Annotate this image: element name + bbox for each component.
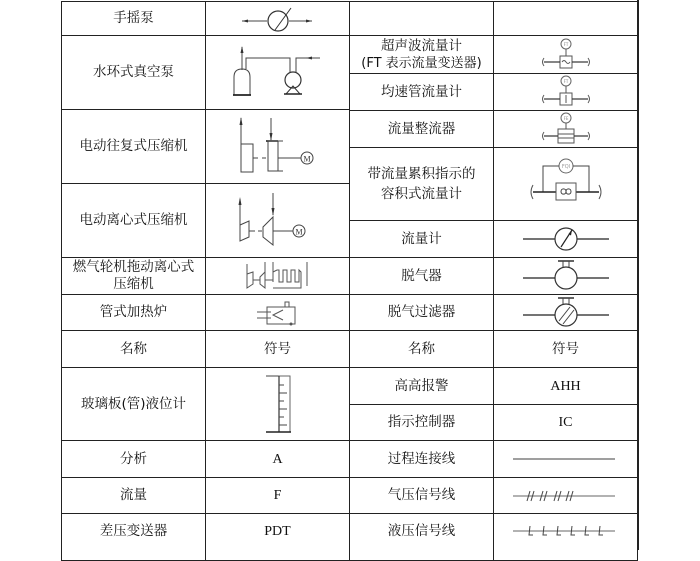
symbol-cell-analysis (205, 440, 350, 478)
positive-displacement-flowmeter-icon (521, 154, 611, 214)
symbol-cell-flow-straightener (493, 110, 638, 148)
label-line-1: 带流量累积指示的 (367, 166, 476, 182)
name-cell-pd-flowmeter (349, 147, 494, 221)
label: 玻璃板(管)液位计 (80, 395, 187, 412)
name-cell-hydraulic-line (349, 513, 494, 561)
ultrasonic-flowmeter-icon (536, 37, 596, 73)
label-line-2: 容积式流量计 (381, 186, 462, 202)
symbol-cell-hydraulic-line (493, 513, 638, 561)
label: 名称 (120, 340, 147, 357)
name-cell-dp-transmitter (61, 513, 206, 561)
symbol-text: PDT (264, 524, 291, 539)
symbol-cell-hand-pump (205, 1, 350, 36)
symbol-cell-dp-transmitter (205, 513, 350, 561)
name-cell-flow-straightener (349, 110, 494, 148)
label: 气压信号线 (387, 487, 456, 503)
name-cell-hand-pump (61, 1, 206, 36)
name-cell-degasser (349, 257, 494, 295)
name-cell-empty (349, 1, 494, 36)
name-cell-indicating-controller (349, 404, 494, 441)
label: 水环式真空泵 (93, 64, 174, 80)
symbol-cell-flowmeter (493, 220, 638, 258)
name-cell-flow (61, 477, 206, 514)
label: 流量 (120, 487, 147, 503)
label: 高高报警 (394, 377, 449, 394)
symbol-cell-pneumatic-line (493, 477, 638, 514)
symbol-cell-averaging-pitot-flowmeter (493, 73, 638, 111)
svg-text:FE: FE (563, 116, 568, 121)
name-cell-pneumatic-line (349, 477, 494, 514)
label: 分析 (120, 450, 147, 467)
name-cell-water-ring-pump (61, 35, 206, 110)
name-cell-process-line (349, 440, 494, 478)
flow-straightener-icon (536, 111, 596, 147)
label-line-2: (FT 表示流量变送器) (361, 55, 482, 71)
name-cell-reciprocating-compressor (61, 109, 206, 184)
label: 液压信号线 (387, 523, 456, 539)
symbol-cell-tube-furnace (205, 294, 350, 331)
header-name-right (349, 330, 494, 368)
symbol-text: A (272, 451, 283, 467)
label: 流量计 (401, 230, 442, 247)
tube-furnace-icon (253, 298, 303, 328)
svg-text:M: M (294, 227, 303, 236)
name-cell-glass-level-gauge (61, 367, 206, 441)
symbol-cell-gas-turbine-compressor (205, 257, 350, 295)
symbol-cell-empty (493, 1, 638, 36)
svg-text:FQI: FQI (561, 164, 570, 170)
process-line-icon (511, 454, 621, 464)
pneumatic-signal-line-icon (511, 489, 621, 503)
name-cell-ultrasonic-flowmeter (349, 35, 494, 74)
electric-reciprocating-compressor-icon (233, 114, 323, 180)
symbol-cell-indicating-controller (493, 404, 638, 441)
symbol-cell-ultrasonic-flowmeter (493, 35, 638, 74)
svg-text:M: M (302, 154, 311, 163)
symbol-cell-centrifugal-compressor (205, 183, 350, 258)
header-symbol-right (493, 330, 638, 368)
averaging-pitot-flowmeter-icon (536, 74, 596, 110)
symbol-cell-high-high-alarm (493, 367, 638, 405)
symbol-text: IC (558, 415, 573, 430)
symbol-cell-degassing-filter (493, 294, 638, 331)
symbol-cell-process-line (493, 440, 638, 478)
label: 符号 (552, 340, 579, 357)
label: 电动离心式压缩机 (79, 212, 188, 228)
svg-text:FT: FT (563, 79, 568, 84)
symbol-text: AHH (550, 378, 581, 394)
flowmeter-icon (521, 223, 611, 255)
hand-pump-icon (238, 4, 318, 34)
header-symbol-left (205, 330, 350, 368)
gas-turbine-centrifugal-compressor-icon (243, 260, 313, 292)
symbol-cell-pd-flowmeter (493, 147, 638, 221)
svg-text:FT: FT (563, 41, 568, 47)
label-line-1: 超声波流量计 (381, 37, 462, 54)
glass-level-gauge-icon (258, 373, 298, 435)
header-name-left (61, 330, 206, 368)
degassing-filter-icon (521, 296, 611, 330)
label: 均速管流量计 (381, 83, 462, 100)
symbol-cell-flow (205, 477, 350, 514)
symbol-cell-glass-level-gauge (205, 367, 350, 441)
name-cell-gas-turbine-compressor (61, 257, 206, 295)
label: 指示控制器 (387, 414, 456, 430)
name-cell-averaging-pitot-flowmeter (349, 73, 494, 111)
name-cell-degassing-filter (349, 294, 494, 331)
label: 管式加热炉 (99, 304, 168, 320)
water-ring-vacuum-pump-icon (228, 43, 328, 103)
hydraulic-signal-line-icon (511, 524, 621, 538)
table-outer-border (637, 0, 639, 550)
label: 流量整流器 (387, 120, 456, 137)
label: 脱气过滤器 (387, 304, 456, 320)
symbol-cell-water-ring-pump (205, 35, 350, 110)
symbol-table (61, 1, 638, 561)
label: 手摇泵 (113, 10, 154, 26)
label: 过程连接线 (387, 450, 456, 467)
name-cell-centrifugal-compressor (61, 183, 206, 258)
name-cell-tube-furnace (61, 294, 206, 331)
label: 符号 (264, 340, 291, 357)
name-cell-flowmeter (349, 220, 494, 258)
electric-centrifugal-compressor-icon (233, 191, 323, 251)
degasser-icon (521, 259, 611, 293)
label-line-1: 燃气轮机拖动离心式 (72, 259, 195, 275)
symbol-cell-degasser (493, 257, 638, 295)
symbol-text: F (273, 488, 282, 503)
label: 名称 (408, 340, 435, 357)
label: 电动往复式压缩机 (79, 138, 188, 154)
symbol-cell-reciprocating-compressor (205, 109, 350, 184)
label: 差压变送器 (99, 523, 168, 539)
name-cell-analysis (61, 440, 206, 478)
label-line-2: 压缩机 (113, 276, 154, 292)
label: 脱气器 (401, 267, 442, 284)
name-cell-high-high-alarm (349, 367, 494, 405)
